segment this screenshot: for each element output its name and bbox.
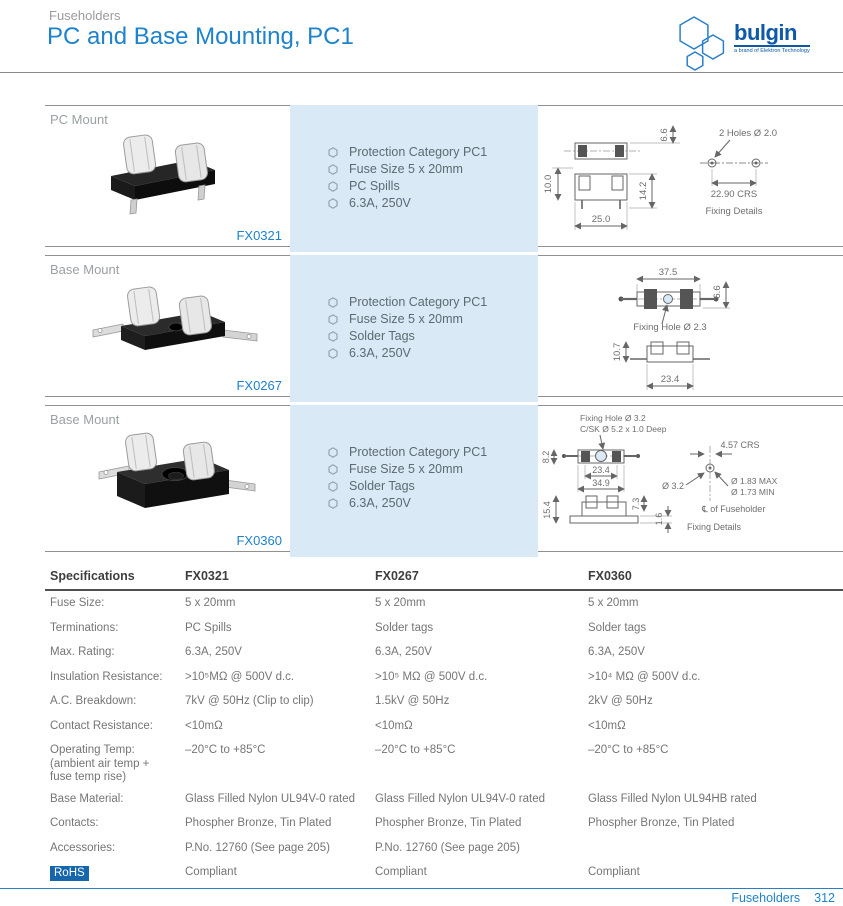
technical-drawing-fx0321 bbox=[540, 106, 843, 246]
row-label: Terminations: bbox=[50, 621, 119, 634]
dim-label: 6.6 bbox=[712, 285, 723, 299]
bulgin-hexagons-icon bbox=[668, 3, 730, 73]
dia-note: Ø 3.2 bbox=[661, 481, 684, 491]
table-row bbox=[45, 689, 843, 714]
table-row bbox=[45, 591, 843, 616]
cell-value: 2kV @ 50Hz bbox=[588, 695, 653, 707]
cell-value: Phospher Bronze, Tin Plated bbox=[185, 817, 332, 829]
feature-box-fx0321 bbox=[290, 105, 538, 252]
feature-text: 6.3A, 250V bbox=[349, 496, 411, 510]
feature-item bbox=[328, 479, 538, 493]
table-row-operating-temp bbox=[45, 738, 843, 787]
cell-value: <10mΩ bbox=[588, 719, 626, 732]
drawing-cell-fx0360 bbox=[540, 406, 843, 551]
row-label: Max. Rating: bbox=[50, 646, 115, 658]
cell-value: 1.5kV @ 50Hz bbox=[375, 695, 450, 707]
table-row bbox=[45, 640, 843, 665]
part-number-fx0267: FX0267 bbox=[236, 378, 282, 393]
row-label: Insulation Resistance: bbox=[50, 670, 163, 683]
cell-value: Phospher Bronze, Tin Plated bbox=[588, 817, 735, 829]
row-label: Contacts: bbox=[50, 817, 99, 829]
feature-box-fx0267 bbox=[290, 255, 538, 402]
feature-item bbox=[328, 346, 538, 360]
brand-tagline: a brand of Elektron Technology bbox=[734, 45, 810, 54]
mount-type-label: Base Mount bbox=[50, 412, 120, 427]
footer-page-number: 312 bbox=[814, 891, 835, 905]
header-category: Fuseholders bbox=[49, 8, 121, 23]
cell-value: 6.3A, 250V bbox=[375, 646, 432, 658]
dim-label: 6.6 bbox=[659, 128, 670, 142]
feature-item bbox=[328, 445, 538, 459]
table-row-rohs bbox=[45, 860, 843, 885]
table-row bbox=[45, 836, 843, 861]
cell-value: 5 x 20mm bbox=[185, 597, 236, 609]
spec-col-fx0321: FX0321 bbox=[185, 569, 229, 583]
part-number-fx0321: FX0321 bbox=[236, 228, 282, 243]
hexagon-bullet-icon bbox=[328, 297, 338, 308]
dim-label: 23.4 bbox=[660, 374, 680, 385]
hexagon-bullet-icon bbox=[328, 331, 338, 342]
feature-item bbox=[328, 295, 538, 309]
cell-value: 5 x 20mm bbox=[588, 597, 639, 609]
hexagon-bullet-icon bbox=[328, 464, 338, 475]
dim-label: 7.3 bbox=[631, 497, 641, 511]
cell-value: Solder tags bbox=[375, 621, 434, 634]
row-label-line: Operating Temp: bbox=[50, 744, 135, 756]
feature-text: Solder Tags bbox=[349, 479, 415, 493]
cell-value: >10⁴ MΩ @ 500V d.c. bbox=[588, 670, 701, 683]
feature-item bbox=[328, 179, 538, 193]
bulgin-logo bbox=[668, 3, 810, 73]
feature-text: 6.3A, 250V bbox=[349, 346, 411, 360]
hexagon-bullet-icon bbox=[328, 164, 338, 175]
cell-value: >10⁵ MΩ @ 500V d.c. bbox=[375, 670, 488, 683]
row-label: Contact Resistance: bbox=[50, 719, 153, 732]
cell-value: >10⁵MΩ @ 500V d.c. bbox=[185, 670, 295, 683]
table-row bbox=[45, 714, 843, 739]
cell-value: –20°C to +85°C bbox=[185, 744, 266, 756]
product-photo-fx0267 bbox=[73, 264, 263, 374]
row-label bbox=[50, 744, 185, 785]
dim-label: 15.4 bbox=[542, 501, 552, 519]
feature-text: Protection Category PC1 bbox=[349, 295, 488, 309]
drawing-caption: Fixing Details bbox=[705, 206, 763, 217]
hexagon-bullet-icon bbox=[328, 481, 338, 492]
feature-text: Protection Category PC1 bbox=[349, 445, 488, 459]
cell-value: 6.3A, 250V bbox=[588, 646, 645, 658]
feature-box-fx0360 bbox=[290, 405, 538, 557]
hexagon-bullet-icon bbox=[328, 314, 338, 325]
product-photo-fx0321 bbox=[73, 114, 263, 224]
crs-note: 4.57 CRS bbox=[720, 440, 760, 450]
cell-value: Solder tags bbox=[588, 621, 647, 634]
holes-note: 2 Holes Ø 2.0 bbox=[718, 128, 778, 139]
feature-item bbox=[328, 196, 538, 210]
dim-label: 14.2 bbox=[638, 181, 649, 201]
spec-table-header bbox=[45, 565, 843, 591]
feature-text: Solder Tags bbox=[349, 329, 415, 343]
mount-type-label: Base Mount bbox=[50, 262, 120, 277]
row-label-line: (ambient air temp + bbox=[50, 757, 150, 770]
dim-label: 34.9 bbox=[592, 478, 610, 488]
hexagon-bullet-icon bbox=[328, 498, 338, 509]
feature-text: Fuse Size 5 x 20mm bbox=[349, 462, 463, 476]
mount-type-label: PC Mount bbox=[50, 112, 108, 127]
feature-item bbox=[328, 496, 538, 510]
cell-value: –20°C to +85°C bbox=[588, 744, 669, 756]
cell-value: –20°C to +85°C bbox=[375, 744, 456, 756]
feature-item bbox=[328, 145, 538, 159]
row-label: A.C. Breakdown: bbox=[50, 695, 137, 707]
dim-label: 23.4 bbox=[592, 465, 610, 475]
cell-value: 5 x 20mm bbox=[375, 597, 426, 609]
dia-min-note: Ø 1.73 MIN bbox=[731, 487, 775, 497]
cell-value: P.No. 12760 (See page 205) bbox=[375, 841, 520, 854]
dim-label: 25.0 bbox=[591, 214, 611, 225]
cell-value: <10mΩ bbox=[375, 719, 413, 732]
feature-list bbox=[290, 105, 538, 210]
feature-item bbox=[328, 162, 538, 176]
feature-list bbox=[290, 405, 538, 510]
brand-name: bulgin bbox=[734, 20, 797, 45]
product-cell-fx0360 bbox=[45, 406, 290, 551]
rohs-badge: RoHS bbox=[50, 866, 185, 881]
drawing-cell-fx0321 bbox=[540, 106, 843, 246]
part-number-fx0360: FX0360 bbox=[236, 533, 282, 548]
table-row bbox=[45, 811, 843, 836]
specifications-table bbox=[45, 565, 843, 885]
product-section-fx0321 bbox=[45, 105, 843, 247]
feature-item bbox=[328, 329, 538, 343]
product-cell-fx0321 bbox=[45, 106, 290, 246]
row-label-line: fuse temp rise) bbox=[50, 771, 127, 783]
cell-value: Compliant bbox=[588, 866, 640, 878]
centreline-note: ℄ of Fuseholder bbox=[702, 504, 766, 514]
footer-section: Fuseholders bbox=[731, 891, 801, 905]
row-label: Accessories: bbox=[50, 841, 116, 854]
page-title: PC and Base Mounting, PC1 bbox=[47, 23, 354, 50]
cell-value: <10mΩ bbox=[185, 719, 223, 732]
hole-note: Fixing Hole Ø 3.2 bbox=[580, 413, 646, 423]
cell-value: Glass Filled Nylon UL94HB rated bbox=[588, 792, 757, 805]
cell-value: Compliant bbox=[185, 866, 237, 878]
feature-item bbox=[328, 312, 538, 326]
csk-note: C/SK Ø 5.2 x 1.0 Deep bbox=[580, 424, 667, 434]
row-label: Base Material: bbox=[50, 792, 124, 805]
dia-max-note: Ø 1.83 MAX bbox=[731, 476, 778, 486]
spec-col-fx0267: FX0267 bbox=[375, 569, 419, 583]
dim-label: 10.7 bbox=[612, 342, 623, 362]
row-label: Fuse Size: bbox=[50, 597, 105, 609]
hole-note: Fixing Hole Ø 2.3 bbox=[633, 322, 707, 333]
product-section-fx0267 bbox=[45, 255, 843, 397]
cell-value: Phospher Bronze, Tin Plated bbox=[375, 817, 522, 829]
footer bbox=[731, 891, 835, 905]
hexagon-bullet-icon bbox=[328, 147, 338, 158]
technical-drawing-fx0267 bbox=[540, 256, 843, 396]
feature-list bbox=[290, 255, 538, 360]
hexagon-bullet-icon bbox=[328, 198, 338, 209]
table-row bbox=[45, 787, 843, 812]
feature-text: Protection Category PC1 bbox=[349, 145, 488, 159]
dim-label: 8.2 bbox=[541, 450, 551, 464]
feature-text: Fuse Size 5 x 20mm bbox=[349, 162, 463, 176]
cell-value: 6.3A, 250V bbox=[185, 646, 242, 658]
drawing-cell-fx0267 bbox=[540, 256, 843, 396]
feature-text: PC Spills bbox=[349, 179, 400, 193]
dim-label: 10.0 bbox=[543, 174, 554, 194]
dim-label: 1.6 bbox=[654, 512, 664, 526]
dim-label: 37.5 bbox=[658, 267, 678, 278]
cell-value: Glass Filled Nylon UL94V-0 rated bbox=[185, 792, 356, 805]
feature-item bbox=[328, 462, 538, 476]
cell-value: PC Spills bbox=[185, 621, 232, 634]
feature-text: 6.3A, 250V bbox=[349, 196, 411, 210]
hexagon-bullet-icon bbox=[328, 348, 338, 359]
hexagon-bullet-icon bbox=[328, 181, 338, 192]
footer-rule bbox=[0, 888, 843, 889]
product-cell-fx0267 bbox=[45, 256, 290, 396]
table-row bbox=[45, 616, 843, 641]
drawing-caption: Fixing Details bbox=[687, 522, 742, 532]
hexagon-bullet-icon bbox=[328, 447, 338, 458]
spec-title: Specifications bbox=[50, 569, 135, 583]
product-section-fx0360 bbox=[45, 405, 843, 552]
feature-text: Fuse Size 5 x 20mm bbox=[349, 312, 463, 326]
table-row bbox=[45, 665, 843, 690]
cell-value: Compliant bbox=[375, 866, 427, 878]
product-photo-fx0360 bbox=[73, 414, 263, 526]
technical-drawing-fx0360 bbox=[540, 406, 843, 551]
cell-value: 7kV @ 50Hz (Clip to clip) bbox=[185, 695, 314, 707]
cell-value: P.No. 12760 (See page 205) bbox=[185, 841, 330, 854]
spec-col-fx0360: FX0360 bbox=[588, 569, 632, 583]
crs-note: 22.90 CRS bbox=[710, 189, 758, 200]
cell-value: Glass Filled Nylon UL94V-0 rated bbox=[375, 792, 546, 805]
header-rule bbox=[0, 72, 843, 73]
